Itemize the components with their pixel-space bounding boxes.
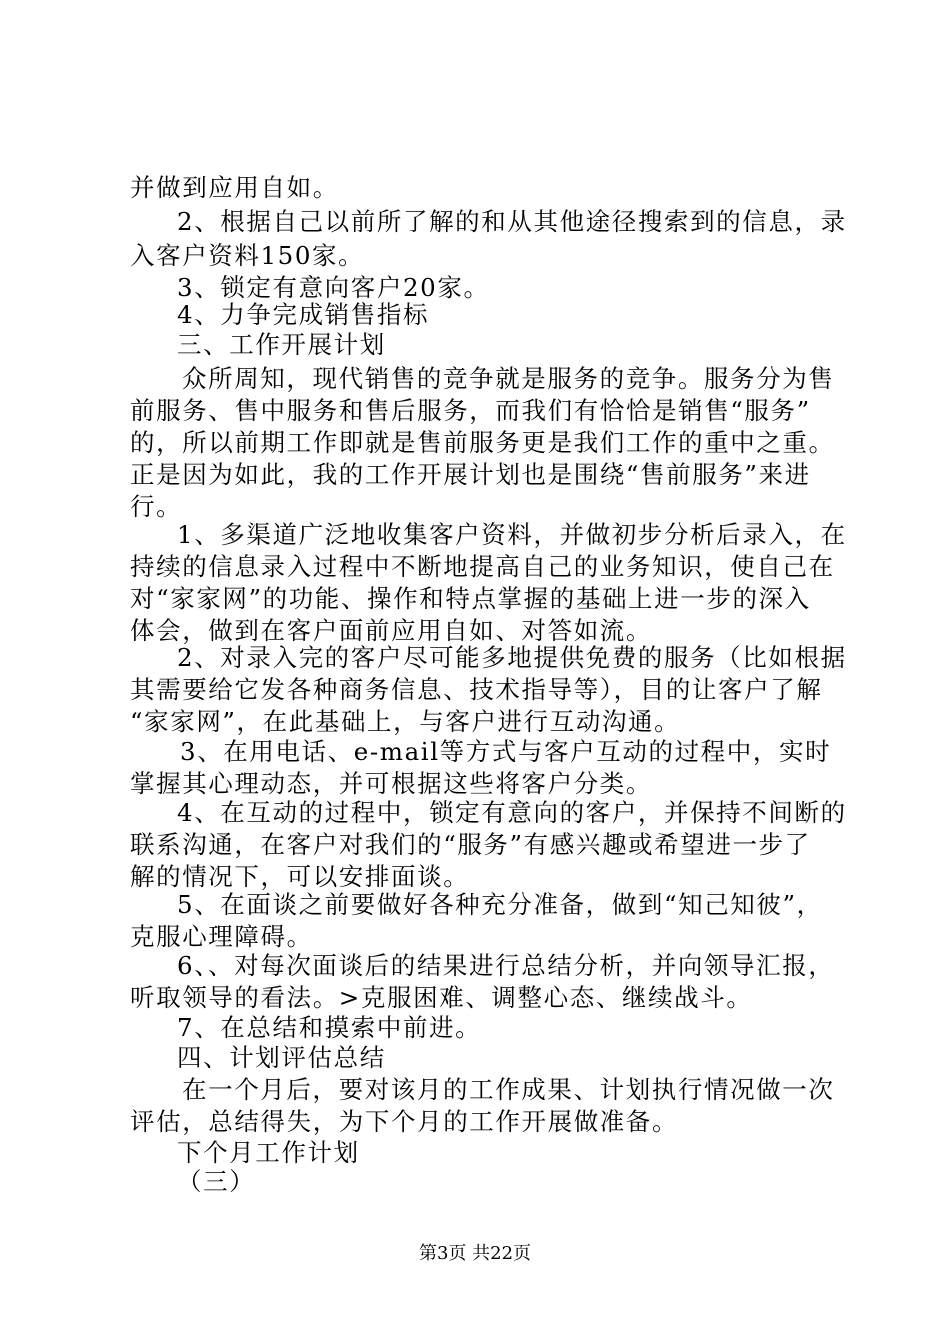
text-line-7: 众所周知，现代销售的竞争就是服务的竞争。服务分为售 — [182, 364, 835, 393]
text-line-14: 对“家家网”的功能、操作和特点掌握的基础上进一步的深入 — [130, 584, 811, 613]
text-line-25: 克服心理障碍。 — [130, 922, 313, 951]
text-line-20: 掌握其心理动态，并可根据这些将客户分类。 — [130, 769, 652, 798]
text-line-18: “家家网”，在此基础上，与客户进行互动沟通。 — [130, 707, 681, 736]
text-line-11: 行。 — [130, 492, 183, 521]
text-line-26: 6、、对每次面谈后的结果进行总结分析，并向领导汇报， — [177, 951, 835, 980]
text-line-33: （三） — [177, 1167, 256, 1196]
text-line-24: 5、在面谈之前要做好各种充分准备，做到“知己知彼”， — [177, 890, 823, 919]
text-line-2: 2、根据自己以前所了解的和从其他途径搜索到的信息，录 — [177, 207, 847, 236]
text-line-10: 正是因为如此，我的工作开展计划也是围绕“售前服务”来进 — [130, 460, 811, 489]
text-line-15: 体会，做到在客户面前应用自如、对答如流。 — [130, 616, 652, 645]
text-line-3: 入客户资料150家。 — [130, 241, 365, 270]
text-line-28: 7、在总结和摸索中前进。 — [177, 1013, 482, 1042]
text-line-22: 联系沟通，在客户对我们的“服务”有感兴趣或希望进一步了 — [130, 830, 811, 859]
text-line-16: 2、对录入完的客户尽可能多地提供免费的服务（比如根据 — [177, 643, 847, 672]
text-line-19: 3、在用电话、e-mail等方式与客户互动的过程中，实时 — [180, 737, 832, 766]
text-line-17: 其需要给它发各种商务信息、技术指导等），目的让客户了解 — [130, 675, 823, 704]
text-line-12: 1、多渠道广泛地收集客户资料，并做初步分析后录入，在 — [177, 520, 847, 549]
section-heading-4: 四、计划评估总结 — [177, 1043, 386, 1072]
text-line-8: 前服务、售中服务和售后服务，而我们有恰恰是销售“服务” — [130, 396, 811, 425]
text-line-23: 解的情况下，可以安排面谈。 — [130, 862, 470, 891]
text-line-30: 在一个月后，要对该月的工作成果、计划执行情况做一次 — [182, 1075, 835, 1104]
text-line-5: 4、力争完成销售指标 — [177, 300, 430, 329]
text-line-13: 持续的信息录入过程中不断地提高自己的业务知识，使自己在 — [130, 552, 835, 581]
text-line-31: 评估，总结得失，为下个月的工作开展做准备。 — [130, 1107, 679, 1136]
text-line-4: 3、锁定有意向客户20家。 — [177, 273, 490, 302]
text-line-27: 听取领导的看法。>克服困难、调整心态、继续战斗。 — [130, 983, 753, 1012]
text-line-21: 4、在互动的过程中，锁定有意向的客户，并保持不间断的 — [177, 798, 847, 827]
text-line-9: 的，所以前期工作即就是售前服务更是我们工作的重中之重。 — [130, 428, 835, 457]
text-line-1: 并做到应用自如。 — [130, 173, 339, 202]
text-line-32: 下个月工作计划 — [177, 1138, 360, 1167]
page-footer: 第3页 共22页 — [418, 1243, 532, 1264]
section-heading-3: 三、工作开展计划 — [177, 330, 386, 359]
